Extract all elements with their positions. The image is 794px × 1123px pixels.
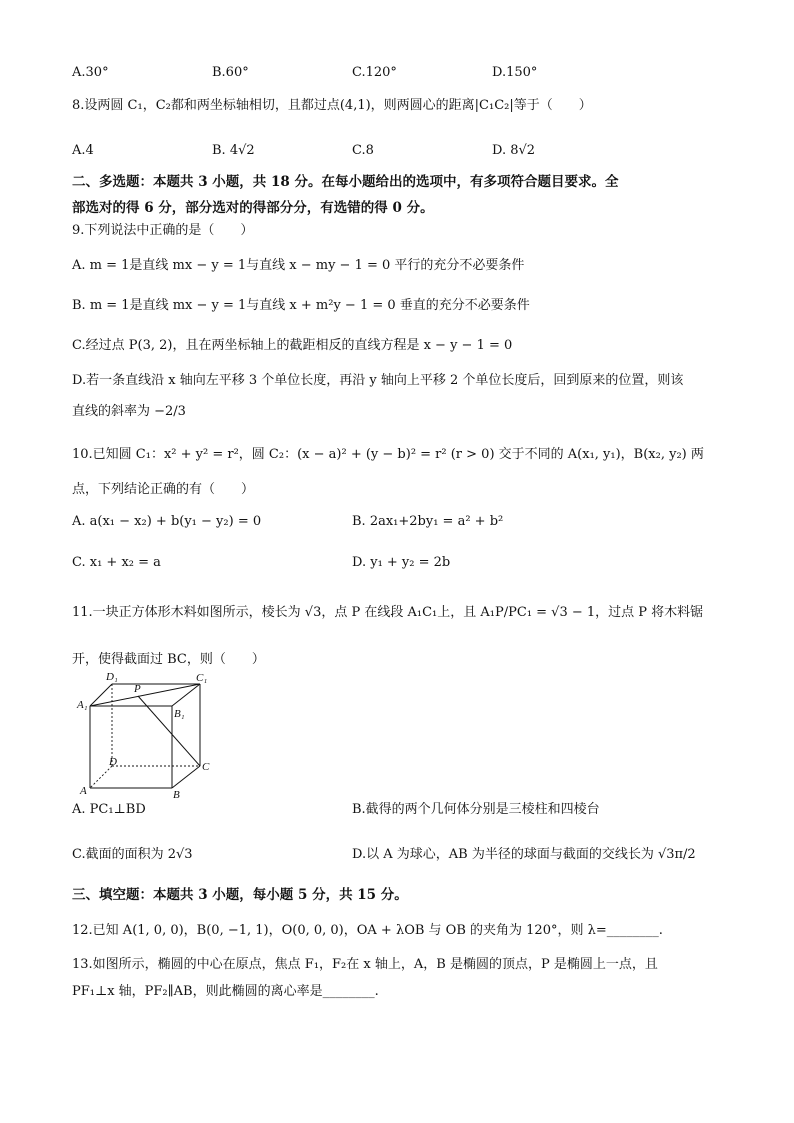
- q13-line2: PF₁⊥x 轴，PF₂∥AB，则此椭圆的离心率是________.: [72, 984, 379, 999]
- q11-option-d: D.以 A 为球心，AB 为半径的球面与截面的交线长为 √3π/2: [352, 847, 696, 862]
- label-b1: B₁: [174, 708, 185, 720]
- q9-stem: 9.下列说法中正确的是（ ）: [72, 223, 254, 238]
- q7-option-a: A.30°: [72, 65, 109, 80]
- q10-stem-line1: 10.已知圆 C₁：x² + y² = r²，圆 C₂：(x − a)² + (y − b)² = r² (r > 0) 交于不同的 A(x₁, y₁)，B(x₂, y₂) 两: [72, 447, 704, 462]
- edge-bc: [172, 766, 200, 788]
- section3-heading: 三、填空题：本题共 3 小题，每小题 5 分，共 15 分。: [72, 887, 408, 903]
- edge-ad: [90, 766, 112, 788]
- cube-figure: [76, 670, 216, 800]
- q10-stem-line2: 点，下列结论正确的有（ ）: [72, 482, 255, 497]
- q9-option-c: C.经过点 P(3, 2)，且在两坐标轴上的截距相反的直线方程是 x − y − 1 = 0: [72, 338, 513, 353]
- q7-option-b: B.60°: [212, 65, 249, 80]
- label-d1: D₁: [106, 671, 118, 683]
- label-a1: A₁: [77, 699, 88, 711]
- q7-option-d: D.150°: [492, 65, 538, 80]
- label-b: B: [173, 789, 180, 800]
- q10-option-a: A. a(x₁ − x₂) + b(y₁ − y₂) = 0: [72, 514, 262, 529]
- q9-option-d-line1: D.若一条直线沿 x 轴向左平移 3 个单位长度，再沿 y 轴向上平移 2 个单位长度后，回到原来的位置，则该: [72, 373, 684, 388]
- q11-option-c: C.截面的面积为 2√3: [72, 847, 193, 862]
- section2-heading-line2: 部选对的得 6 分，部分选对的得部分分，有选错的得 0 分。: [72, 200, 434, 216]
- q8-option-a: A.4: [72, 143, 94, 158]
- q11-option-a: A. PC₁⊥BD: [72, 802, 146, 817]
- q11-stem-line2: 开，使得截面过 BC，则（ ）: [72, 652, 265, 667]
- label-c: C: [202, 761, 210, 773]
- q12-stem: 12.已知 A(1, 0, 0)，B(0, −1, 1)，O(0, 0, 0)，OA + λOB 与 OB 的夹角为 120°，则 λ=________.: [72, 923, 663, 938]
- q9-option-a: A. m = 1是直线 mx − y = 1与直线 x − my − 1 = 0 平行的充分不必要条件: [72, 258, 525, 273]
- label-d: D: [109, 756, 117, 768]
- label-c1: C₁: [196, 672, 208, 684]
- q9-option-d-line2: 直线的斜率为 −2/3: [72, 404, 186, 419]
- q11-option-b: B.截得的两个几何体分别是三棱柱和四棱台: [352, 802, 600, 817]
- q10-option-c: C. x₁ + x₂ = a: [72, 555, 161, 570]
- section2-heading-line1: 二、多选题：本题共 3 小题，共 18 分。在每小题给出的选项中，有多项符合题目要求。全: [72, 174, 619, 190]
- q10-option-b: B. 2ax₁+2by₁ = a² + b²: [352, 514, 504, 529]
- diagonal-a1c1: [90, 684, 200, 706]
- label-p: P: [134, 683, 141, 695]
- label-a: A: [80, 785, 87, 797]
- q11-stem-line1: 11.一块正方体形木料如图所示，棱长为 √3，点 P 在线段 A₁C₁上，且 A₁P/PC₁ = √3 − 1，过点 P 将木料锯: [72, 605, 704, 620]
- q13-line1: 13.如图所示，椭圆的中心在原点，焦点 F₁，F₂在 x 轴上，A，B 是椭圆的顶点，P 是椭圆上一点，且: [72, 957, 658, 972]
- q9-option-b: B. m = 1是直线 mx − y = 1与直线 x + m²y − 1 = 0 垂直的充分不必要条件: [72, 298, 530, 313]
- q8-option-d: D. 8√2: [492, 143, 536, 158]
- q7-option-c: C.120°: [352, 65, 397, 80]
- q8-option-c: C.8: [352, 143, 374, 158]
- q8-stem: 8.设两圆 C₁，C₂都和两坐标轴相切，且都过点(4,1)，则两圆心的距离|C₁C₂|等于（ ）: [72, 98, 592, 113]
- q10-option-d: D. y₁ + y₂ = 2b: [352, 555, 451, 570]
- q8-option-b: B. 4√2: [212, 143, 255, 158]
